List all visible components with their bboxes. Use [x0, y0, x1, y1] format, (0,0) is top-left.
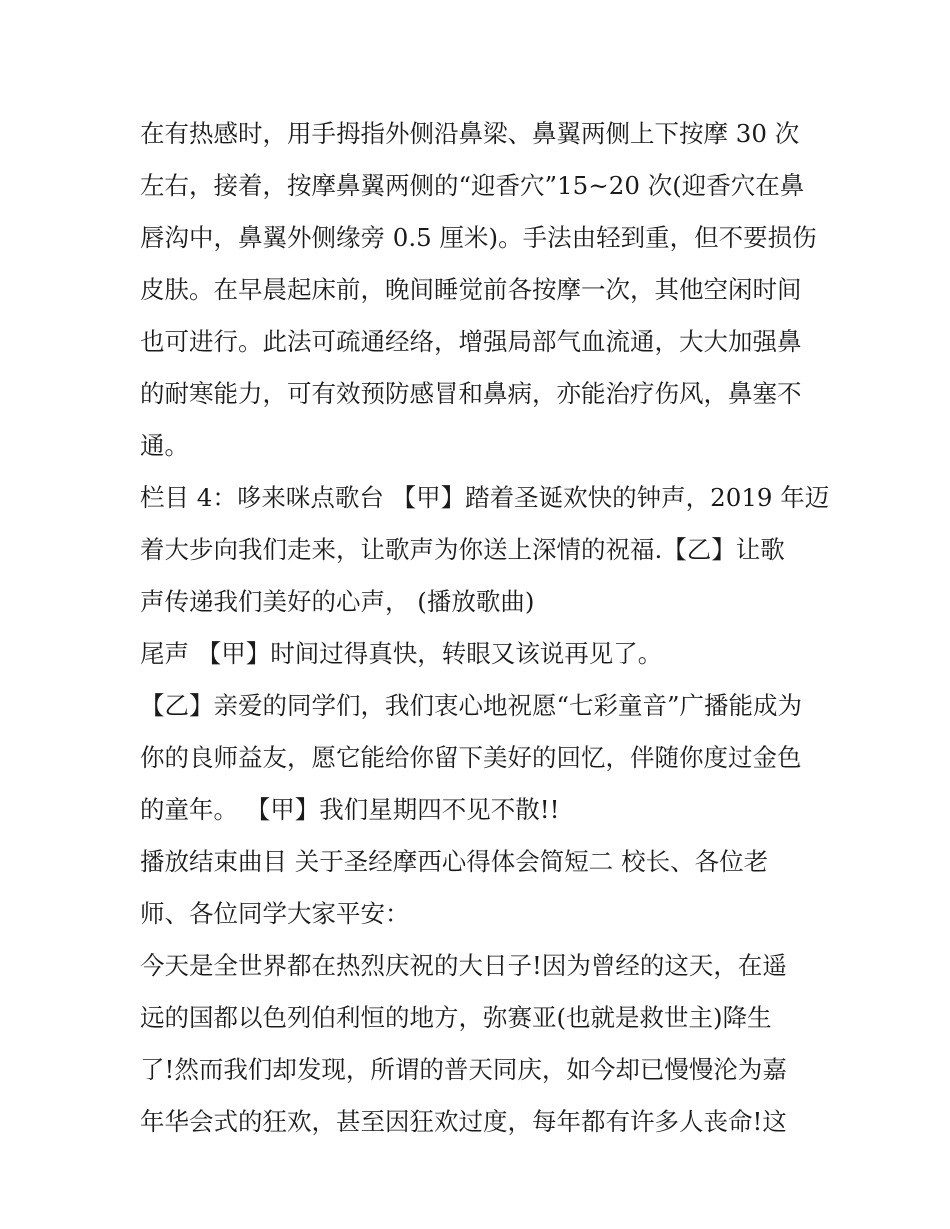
text-line: 左右，接着，按摩鼻翼两侧的“迎香穴”15~20 次(迎香穴在鼻: [140, 171, 805, 200]
paragraph-nose-massage: [140, 108, 820, 472]
text-line: 了!然而我们却发现，所谓的普天同庆，如今却已慢慢沦为嘉: [140, 1055, 787, 1084]
paragraph-closing-music: [140, 836, 820, 940]
text-line: 通。: [140, 431, 189, 460]
text-line: 声传递我们美好的心声， (播放歌曲): [140, 587, 535, 616]
paragraph-column-4: [140, 472, 830, 628]
paragraph-christmas-speech: [140, 940, 820, 1148]
text-line: 今天是全世界都在热烈庆祝的大日子!因为曾经的这天，在遥: [140, 951, 787, 980]
text-line: 尾声 【甲】时间过得真快，转眼又该说再见了。: [140, 639, 663, 668]
text-line: 着大步向我们走来，让歌声为你送上深情的祝福.【乙】让歌: [140, 535, 785, 564]
text-line: 栏目 4：哆来咪点歌台 【甲】踏着圣诞欢快的钟声，2019 年迈: [140, 483, 830, 512]
paragraph-ending: [140, 628, 820, 680]
text-line: 的耐寒能力，可有效预防感冒和鼻病，亦能治疗伤风，鼻塞不: [140, 379, 802, 408]
document-body: [140, 108, 830, 1148]
text-line: 的童年。 【甲】我们星期四不见不散!!: [140, 795, 560, 824]
text-line: 师、各位同学大家平安：: [140, 899, 410, 928]
text-line: 皮肤。在早晨起床前，晚间睡觉前各按摩一次，其他空闲时间: [140, 275, 802, 304]
text-line: 远的国都以色列伯利恒的地方，弥赛亚(也就是救世主)降生: [140, 1003, 772, 1032]
text-line: 年华会式的狂欢，甚至因狂欢过度，每年都有许多人丧命!这: [140, 1107, 787, 1136]
paragraph-farewell: [140, 680, 820, 836]
text-line: 你的良师益友，愿它能给你留下美好的回忆，伴随你度过金色: [140, 743, 802, 772]
text-line: 【乙】亲爱的同学们，我们衷心地祝愿“七彩童音”广播能成为: [140, 691, 803, 720]
text-line: 也可进行。此法可疏通经络，增强局部气血流通，大大加强鼻: [140, 327, 802, 356]
text-line: 播放结束曲目 关于圣经摩西心得体会简短二 校长、各位老: [140, 847, 769, 876]
text-line: 在有热感时，用手拇指外侧沿鼻梁、鼻翼两侧上下按摩 30 次: [140, 119, 800, 148]
text-line: 唇沟中，鼻翼外侧缘旁 0.5 厘米)。手法由轻到重，但不要损伤: [140, 223, 817, 252]
